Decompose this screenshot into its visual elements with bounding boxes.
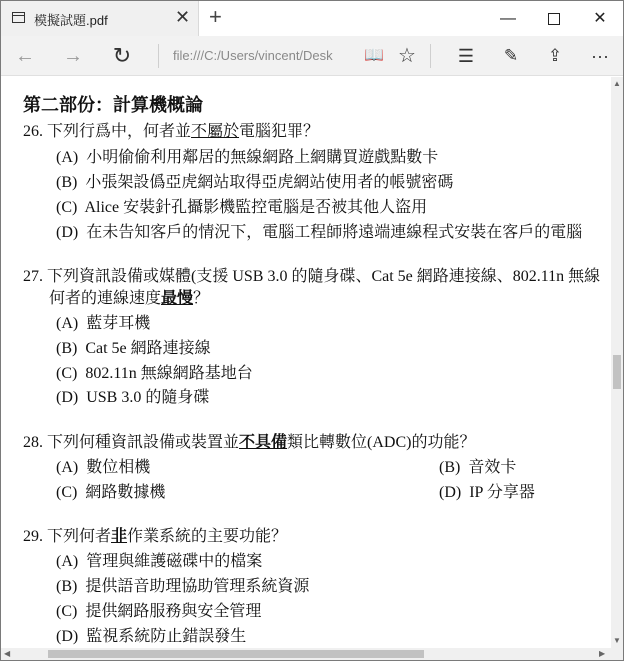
question-27-option-d <box>56 388 209 408</box>
tab-close-icon[interactable]: ✕ <box>175 7 191 27</box>
vertical-scrollbar[interactable] <box>611 77 623 648</box>
option-label: (B) <box>56 578 78 595</box>
question-29-stem <box>23 527 287 547</box>
option-label: (C) <box>56 199 78 216</box>
option-label: (C) <box>56 484 78 501</box>
option-text: 音效卡 <box>468 459 517 476</box>
option-label: (C) <box>56 365 78 382</box>
scroll-right-icon[interactable]: ▶ <box>599 649 606 658</box>
option-label: (B) <box>439 459 461 476</box>
minimize-button[interactable]: — <box>500 10 516 27</box>
scroll-up-icon[interactable]: ▲ <box>613 79 621 88</box>
question-26-stem <box>23 122 319 142</box>
option-label: (D) <box>56 224 79 241</box>
option-text: 提供語音助理協助管理系統資源 <box>85 578 310 595</box>
question-28-option-b <box>439 458 516 478</box>
favorite-star-icon[interactable]: ☆ <box>398 45 416 67</box>
maximize-icon <box>548 13 560 25</box>
question-27-option-c <box>56 364 253 384</box>
question-26-option-c <box>56 198 427 218</box>
question-28-option-d <box>439 483 535 503</box>
question-27-stem-continued <box>49 289 209 309</box>
option-label: (A) <box>56 553 79 570</box>
tab-title: 模擬試題.pdf <box>34 13 108 28</box>
option-label: (D) <box>439 484 462 501</box>
option-text: 小明偷偷利用鄰居的無線網路上網購買遊戲點數卡 <box>86 149 439 166</box>
option-label: (C) <box>56 603 78 620</box>
option-text: 管理與維護磁碟中的檔案 <box>86 553 263 570</box>
option-text: Cat 5e 網路連接線 <box>85 340 211 357</box>
option-text: 數位相機 <box>86 459 151 476</box>
pdf-viewport[interactable] <box>1 77 611 648</box>
question-emphasis: 不具備 <box>239 434 288 451</box>
toolbar-divider <box>430 44 431 68</box>
question-number: 29. <box>23 528 43 545</box>
option-text: IP 分享器 <box>469 484 535 501</box>
question-text: 電腦犯罪？ <box>239 123 320 140</box>
question-number: 28. <box>23 434 43 451</box>
scroll-left-icon[interactable]: ◀ <box>4 649 11 658</box>
toolbar-divider <box>158 44 159 68</box>
navigation-bar <box>1 36 623 76</box>
question-27-stem <box>23 267 600 287</box>
option-text: USB 3.0 的隨身碟 <box>86 389 210 406</box>
option-label: (A) <box>56 149 79 166</box>
option-text: 監視系統防止錯誤發生 <box>86 628 247 645</box>
question-29-option-c <box>56 602 261 622</box>
scrollbar-corner <box>611 648 623 660</box>
scroll-down-icon[interactable]: ▼ <box>613 636 621 645</box>
question-29-option-b <box>56 577 309 597</box>
option-text: 在未告知客戶的情況下，電腦工程師將遠端連線程式安裝在客戶的電腦 <box>86 224 583 241</box>
option-label: (B) <box>56 340 78 357</box>
question-26-option-d <box>56 223 582 243</box>
question-27-option-b <box>56 339 211 359</box>
maximize-button[interactable] <box>531 1 577 36</box>
question-28-option-c <box>56 483 165 503</box>
option-text: 802.11n 無線網路基地台 <box>85 365 253 382</box>
new-tab-button[interactable]: + <box>209 4 222 29</box>
question-29-option-d <box>56 627 246 647</box>
option-text: 網路數據機 <box>85 484 166 501</box>
question-26-option-b <box>56 173 453 193</box>
web-note-icon[interactable]: ✎ <box>503 46 519 65</box>
horizontal-scrollbar[interactable] <box>1 648 611 660</box>
question-number: 27. <box>23 268 43 285</box>
option-text: 小張架設僞亞虎網站取得亞虎網站使用者的帳號密碼 <box>85 174 454 191</box>
section-title: 第二部份：計算機概論 <box>23 95 203 115</box>
tab-page-icon <box>12 12 25 23</box>
question-27-option-a <box>56 314 150 334</box>
more-options-icon[interactable]: ··· <box>591 46 609 66</box>
question-29-option-a <box>56 552 262 572</box>
refresh-button[interactable]: ↻ <box>112 43 132 68</box>
option-label: (A) <box>56 459 79 476</box>
hub-menu-icon[interactable]: ☰ <box>457 46 475 66</box>
question-text: 類比轉數位(ADC)的功能？ <box>287 434 476 451</box>
question-emphasis: 不屬於 <box>191 123 240 140</box>
question-text: 何者的連線速度 <box>49 290 162 307</box>
question-text: 作業系統的主要功能？ <box>127 528 288 545</box>
question-28-stem <box>23 433 475 453</box>
forward-button[interactable]: → <box>63 45 83 67</box>
horizontal-scroll-thumb[interactable] <box>48 650 424 658</box>
question-text: ？ <box>193 290 210 307</box>
question-text: 下列何者 <box>47 528 112 545</box>
share-icon[interactable]: ⇪ <box>547 46 563 65</box>
question-text: 下列行爲中，何者並 <box>47 123 192 140</box>
question-text: 下列何種資訊設備或裝置並 <box>47 434 240 451</box>
back-button[interactable]: ← <box>15 45 35 67</box>
vertical-scroll-thumb[interactable] <box>613 355 621 389</box>
question-26-option-a <box>56 148 438 168</box>
option-text: 提供網路服務與安全管理 <box>85 603 262 620</box>
browser-tab[interactable] <box>1 1 199 36</box>
option-label: (B) <box>56 174 78 191</box>
option-text: 藍芽耳機 <box>86 315 151 332</box>
question-emphasis: 非 <box>111 528 128 545</box>
question-emphasis: 最慢 <box>161 290 194 307</box>
title-bar <box>1 1 623 36</box>
close-window-button[interactable]: ✕ <box>593 10 607 27</box>
option-label: (D) <box>56 389 79 406</box>
address-bar[interactable]: file:///C:/Users/vincent/Desk <box>173 48 333 63</box>
option-label: (A) <box>56 315 79 332</box>
option-label: (D) <box>56 628 79 645</box>
question-number: 26. <box>23 123 43 140</box>
question-text: 下列資訊設備或媒體(支援 USB 3.0 的隨身碟、Cat 5e 網路連接線、802.11n 無線 <box>47 268 601 285</box>
question-28-option-a <box>56 458 150 478</box>
reading-view-icon[interactable]: 📖 <box>364 47 384 64</box>
option-text: Alice 安裝針孔攝影機監控電腦是否被其他人盜用 <box>84 199 428 216</box>
